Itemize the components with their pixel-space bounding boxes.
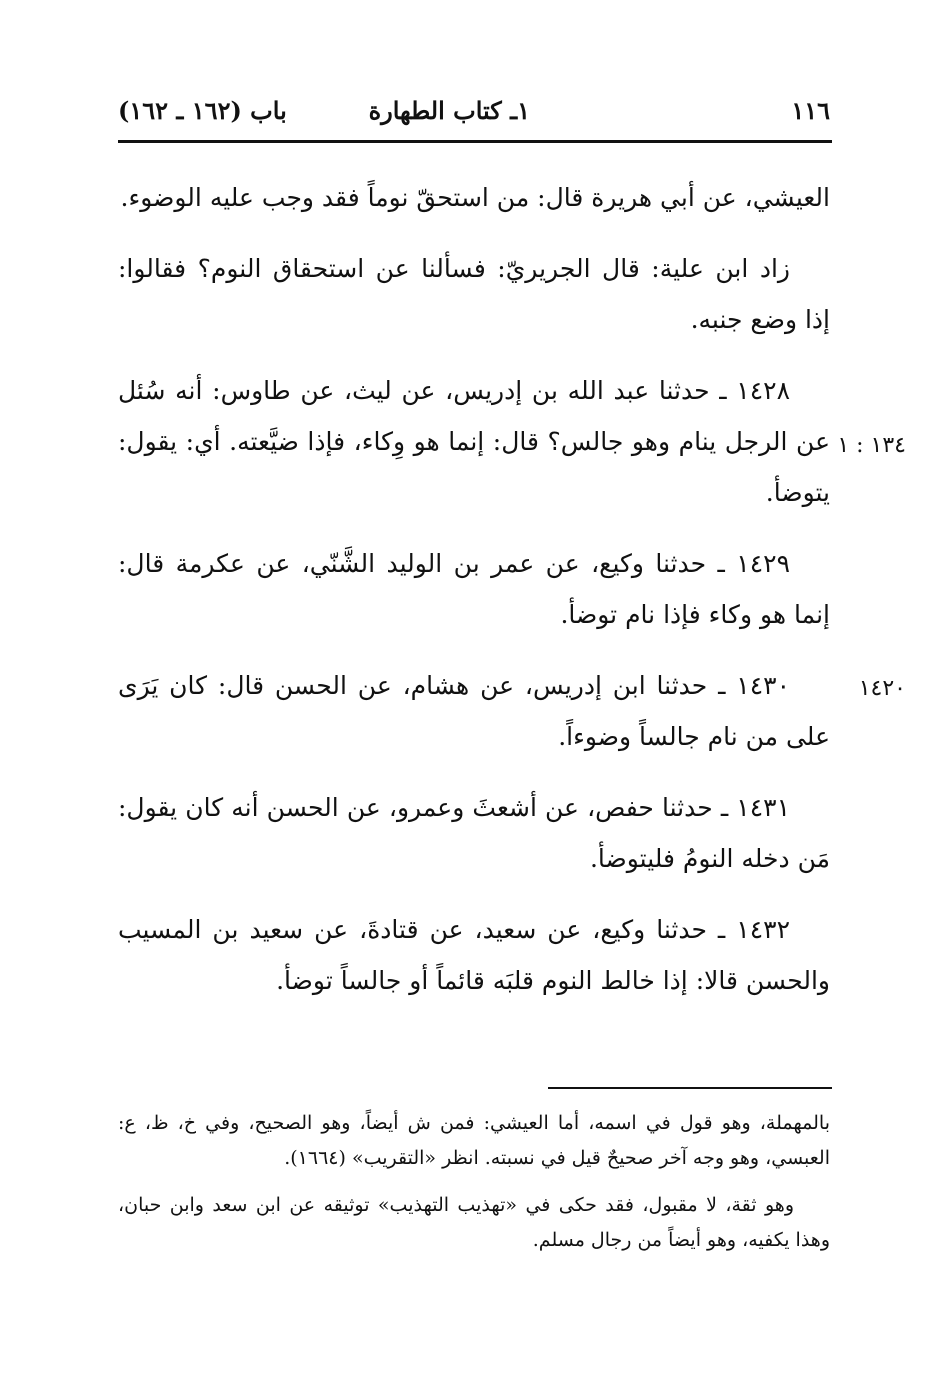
footnotes bbox=[118, 1106, 830, 1270]
paragraph-text: ١٤٣٢ ـ حدثنا وكيع، عن سعيد، عن قتادةَ، عن سعيد بن المسيب والحسن قالا: إذا خالط النوم قلبَه قائماً أو جالساً توضأ. bbox=[118, 915, 830, 995]
paragraph-text: ١٤٣١ ـ حدثنا حفص، عن أشعثَ وعمرو، عن الحسن أنه كان يقول: مَن دخله النومُ فليتوضأ. bbox=[118, 793, 830, 873]
paragraph-text: ١٤٢٨ ـ حدثنا عبد الله بن إدريس، عن ليث، عن طاوس: أنه سُئل عن الرجل ينام وهو جالس؟ قال: إنما هو وِكاء، فإذا ضيَّعته. أي: يقول: يتوضأ. bbox=[118, 376, 830, 507]
margin-reference: ١٤٢٠ bbox=[858, 676, 906, 701]
hadith-1431 bbox=[118, 782, 830, 884]
footnote-text: وهو ثقة، لا مقبول، فقد حكى في «تهذيب التهذيب» توثيقه عن ابن سعد وابن حبان، وهذا يكفيه، وهو أيضاً من رجال مسلم. bbox=[118, 1194, 830, 1251]
paragraph-text: زاد ابن علية: قال الجريريّ: فسألنا عن استحقاق النوم؟ فقالوا: إذا وضع جنبه. bbox=[118, 254, 830, 334]
hadith-1430 bbox=[118, 660, 906, 762]
paragraph-addition bbox=[118, 243, 830, 345]
book-title: ١ـ كتاب الطهارة bbox=[368, 96, 530, 125]
page-number: ١١٦ bbox=[791, 96, 830, 125]
footnote bbox=[118, 1188, 830, 1258]
margin-reference: ١٣٤ : ١ bbox=[837, 433, 906, 458]
main-text bbox=[118, 172, 906, 1026]
footnote-rule bbox=[548, 1087, 832, 1089]
footnote bbox=[118, 1106, 830, 1176]
hadith-1429 bbox=[118, 538, 830, 640]
header-rule bbox=[118, 140, 832, 143]
paragraph-text: العيشي، عن أبي هريرة قال: من استحقّ نوماً فقد وجب عليه الوضوء. bbox=[120, 183, 830, 212]
footnote-text: بالمهملة، وهو قول في اسمه، أما العيشي: فمن ش أيضاً، وهو الصحيح، وفي خ، ظ، ع: العبسي، وهو وجه آخر صحيحٌ قيل في نسبته. انظر «التقريب» (١٦٦٤). bbox=[118, 1112, 830, 1169]
chapter-range: باب (١٦٢ ـ ١٦٢) bbox=[118, 96, 287, 125]
paragraph-text: ١٤٢٩ ـ حدثنا وكيع، عن عمر بن الوليد الشَّنّي، عن عكرمة قال: إنما هو وكاء فإذا نام توضأ. bbox=[118, 549, 830, 629]
hadith-1428 bbox=[118, 365, 906, 518]
paragraph-text: ١٤٣٠ ـ حدثنا ابن إدريس، عن هشام، عن الحسن قال: كان يَرَى على من نام جالساً وضوءاً. bbox=[118, 671, 830, 751]
page-header bbox=[118, 92, 830, 132]
paragraph-continuation bbox=[118, 172, 830, 223]
hadith-1432 bbox=[118, 904, 830, 1006]
